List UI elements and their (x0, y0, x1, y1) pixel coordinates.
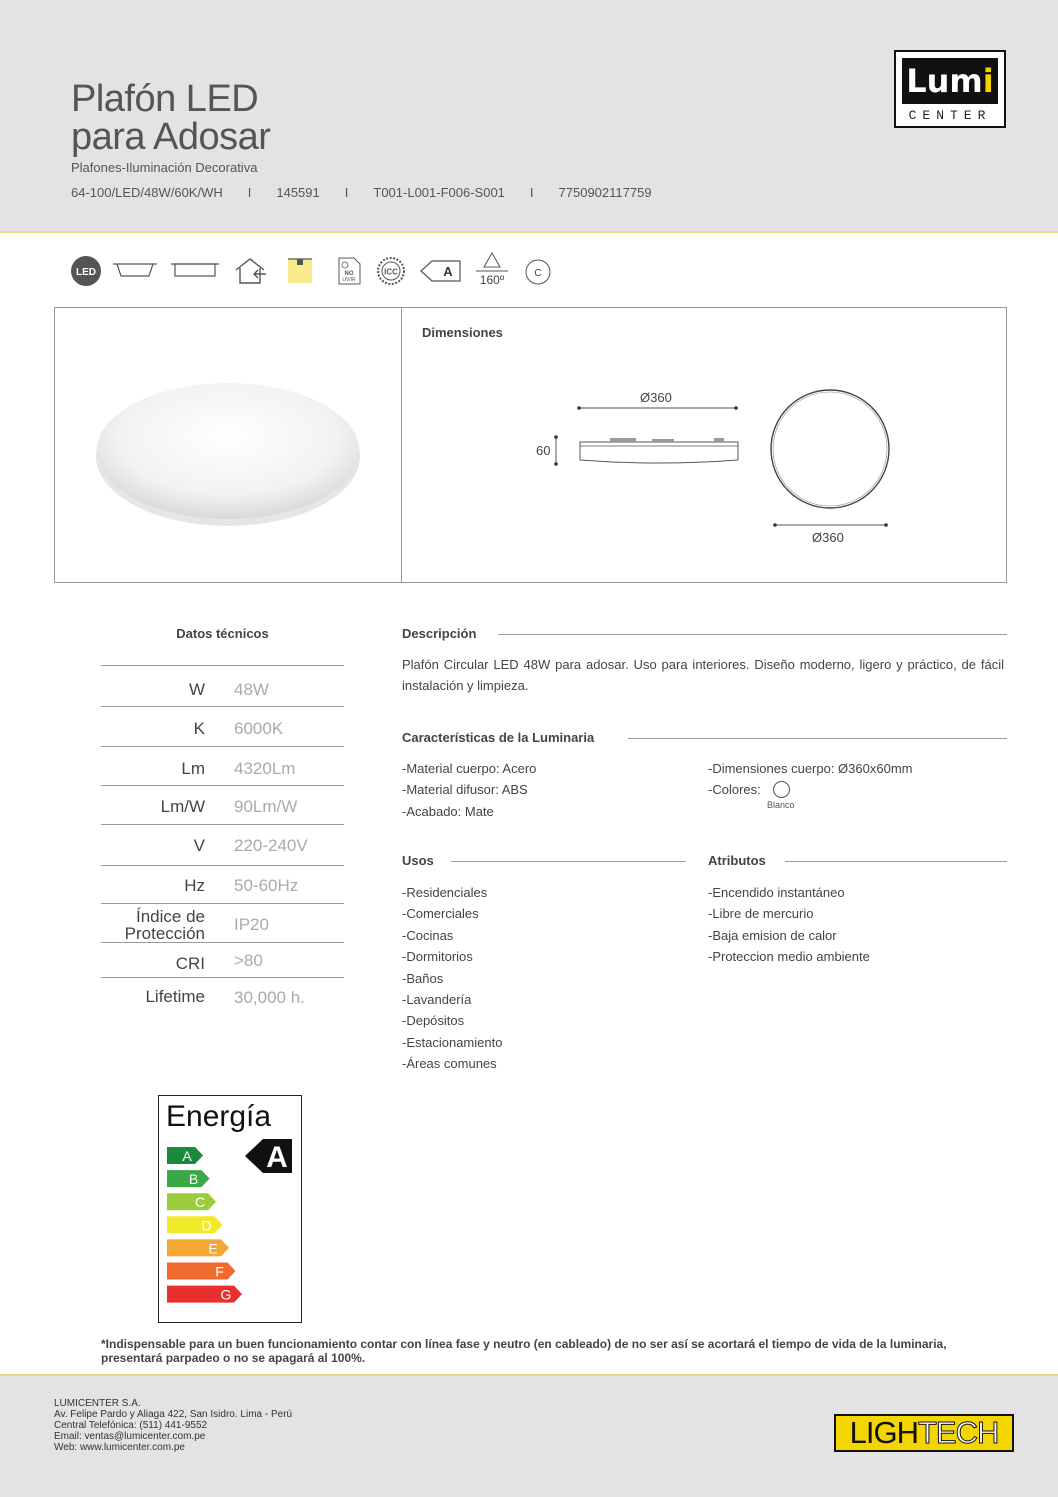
tech-key: Lm (181, 759, 205, 778)
list-item: -Baja emision de calor (708, 927, 837, 943)
list-item: -Material difusor: ABS (402, 782, 528, 798)
code-separator: I (247, 185, 252, 200)
surface-mount-icon (170, 261, 220, 281)
usos-title: Usos (402, 853, 434, 868)
tech-value: 4320Lm (234, 759, 296, 778)
top-diameter-label: Ø360 (812, 530, 844, 545)
energy-class-letter-c: C (194, 1194, 206, 1211)
tech-value: 50-60Hz (234, 876, 299, 895)
description-title: Descripción (402, 626, 477, 641)
characteristics-right-list (708, 758, 912, 801)
installation-note (101, 1337, 1001, 1365)
tech-row-lmw (101, 785, 344, 824)
energy-label (158, 1095, 302, 1323)
side-width-label: Ø360 (640, 390, 672, 405)
tech-key: W (188, 680, 205, 699)
svg-text:LED: LED (76, 267, 96, 278)
tech-row-k (101, 706, 344, 746)
list-item: -Áreas comunes (402, 1056, 497, 1072)
icc-icon (376, 256, 406, 286)
indoor-icon (232, 256, 270, 286)
tech-row-ip (101, 903, 344, 942)
title-line-2: para Adosar (71, 116, 271, 158)
atributos-rule (785, 861, 1007, 862)
characteristics-title: Características de la Luminaria (402, 730, 595, 745)
color-swatch (773, 781, 790, 798)
list-item: -Material cuerpo: Acero (402, 761, 537, 776)
energy-scale (159, 1096, 303, 1324)
tech-value: >80 (234, 951, 263, 970)
energy-class-icon (420, 259, 462, 283)
description-rule (498, 634, 1007, 635)
tech-key: Lm/W (160, 797, 205, 816)
dimensions-title: Dimensiones (422, 325, 503, 340)
usos-rule (451, 861, 686, 862)
tech-row-lm (101, 746, 344, 785)
product-photo (55, 308, 401, 582)
company-address (54, 1398, 292, 1453)
tech-value: 48W (234, 680, 269, 699)
energy-class-letter-b: B (188, 1171, 199, 1188)
svg-text:160º: 160º (479, 273, 505, 287)
product-image-box (54, 307, 1007, 583)
ceiling-pendant-icon (286, 255, 314, 285)
color-swatch-label: Blanco (767, 800, 795, 810)
company-phone: Central Telefónica: (511) 441-9552 (54, 1420, 208, 1431)
list-item: -Comerciales (402, 906, 479, 922)
characteristics-left-list (402, 758, 536, 822)
energy-class-letter-f: F (215, 1263, 224, 1280)
title-line-1: Plafón LED (71, 78, 259, 120)
tech-row-cri (101, 942, 344, 977)
dimensions-drawing (402, 308, 1008, 582)
tech-value: 30,000 h. (234, 988, 305, 1007)
code-separator: I (344, 185, 349, 200)
lightech-part-2: TECH (917, 1415, 999, 1450)
list-item: -Estacionamiento (402, 1034, 503, 1050)
list-item: -Libre de mercurio (708, 906, 814, 922)
side-height-label: 60 (536, 443, 551, 458)
tech-row-lifetime (101, 977, 344, 1017)
tech-key-line-2: Protección (124, 924, 205, 943)
company-email: Email: ventas@lumicenter.com.pe (54, 1431, 206, 1442)
svg-text:NO: NO (344, 271, 354, 277)
beam-angle-icon (470, 251, 514, 287)
lightech-wordmark (836, 1416, 1012, 1450)
characteristics-rule (628, 738, 1007, 739)
tech-key: Hz (184, 876, 205, 895)
tech-key: K (193, 719, 205, 738)
list-item: -Lavandería (402, 992, 472, 1008)
code-separator: I (529, 185, 534, 200)
note-line-2: presentará parpadeo o no se apagará al 100%. (101, 1351, 366, 1365)
atributos-title: Atributos (708, 853, 766, 868)
page-title (71, 80, 270, 156)
company-street: Av. Felipe Pardo y Aliaga 422, San Isidro. Lima - Perú (54, 1409, 293, 1420)
note-line-1: *Indispensable para un buen funcionamiento contar con línea fase y neutro (en cableado) de no ser así se acortará el tiempo de vida de la luminaria, (101, 1337, 947, 1351)
energy-title: Energía (166, 1100, 272, 1133)
tech-key-line-1: Índice de (136, 907, 205, 926)
recessed-icon (112, 261, 158, 281)
product-ean-code: 7750902117759 (558, 185, 652, 200)
list-item: -Dimensiones cuerpo: Ø360x60mm (708, 761, 913, 776)
led-icon (70, 255, 102, 287)
atributos-list (708, 882, 870, 968)
lightech-part-1: LIGH (849, 1415, 918, 1450)
usos-list (402, 882, 502, 1075)
product-sku-code: 145591 (276, 185, 320, 200)
svg-text:UV/IR: UV/IR (342, 277, 356, 283)
product-model-code: 64-100/LED/48W/60K/WH (71, 185, 223, 200)
list-item: -Dormitorios (402, 949, 473, 965)
energy-class-letter-e: E (208, 1240, 218, 1257)
energy-class-letter-d: D (201, 1217, 212, 1234)
energy-class-letter-a: A (182, 1148, 192, 1164)
company-web: Web: www.lumicenter.com.pe (54, 1442, 185, 1453)
energy-class-bar-c (167, 1193, 216, 1210)
page-subtitle: Plafones-Iluminación Decorativa (71, 160, 258, 175)
list-item: -Baños (402, 970, 444, 986)
list-item: -Encendido instantáneo (708, 885, 845, 900)
product-codes (71, 185, 652, 200)
lumicenter-logo (894, 50, 1006, 128)
tech-value: 90Lm/W (234, 797, 298, 816)
tech-row-v (101, 824, 344, 865)
energy-rating-letter: A (266, 1141, 288, 1174)
energy-class-bar-e (167, 1239, 229, 1256)
tech-row-hz (101, 865, 344, 903)
tech-row-w (101, 665, 344, 706)
c-class-icon (524, 258, 552, 286)
description-text: Plafón Circular LED 48W para adosar. Uso para interiores. Diseño moderno, ligero y práctico, de fácil instalación y limpieza. (402, 657, 1004, 693)
list-item: -Colores: (708, 782, 761, 798)
lightech-logo (834, 1414, 1014, 1452)
svg-text:A: A (443, 264, 453, 279)
list-item: -Acabado: Mate (402, 803, 494, 819)
svg-text:C: C (534, 268, 542, 279)
company-name: LUMICENTER S.A. (54, 1398, 141, 1409)
no-uv-ir-icon (334, 255, 364, 287)
list-item: -Residenciales (402, 885, 488, 900)
list-item: -Depósitos (402, 1013, 465, 1029)
footer-band (0, 1374, 1058, 1497)
tech-value: IP20 (234, 915, 269, 934)
product-family-code: T001-L001-F006-S001 (373, 185, 505, 200)
header-band (0, 0, 1058, 233)
list-item: -Cocinas (402, 927, 454, 943)
energy-class-bar-f (167, 1263, 236, 1280)
tech-value: 6000K (234, 719, 284, 738)
tech-data-title: Datos técnicos (176, 626, 269, 641)
tech-key: Lifetime (145, 987, 205, 1006)
logo-wordmark: Lumi (902, 58, 998, 104)
tech-key: V (193, 836, 205, 855)
energy-class-letter-g: G (220, 1286, 232, 1303)
feature-icons-row (70, 255, 570, 291)
tech-value: 220-240V (234, 836, 308, 855)
tech-key: CRI (175, 954, 205, 973)
energy-class-bar-d (167, 1216, 223, 1233)
list-item: -Proteccion medio ambiente (708, 949, 870, 965)
logo-subtext: CENTER (908, 108, 992, 123)
svg-text:ICC: ICC (384, 267, 398, 277)
